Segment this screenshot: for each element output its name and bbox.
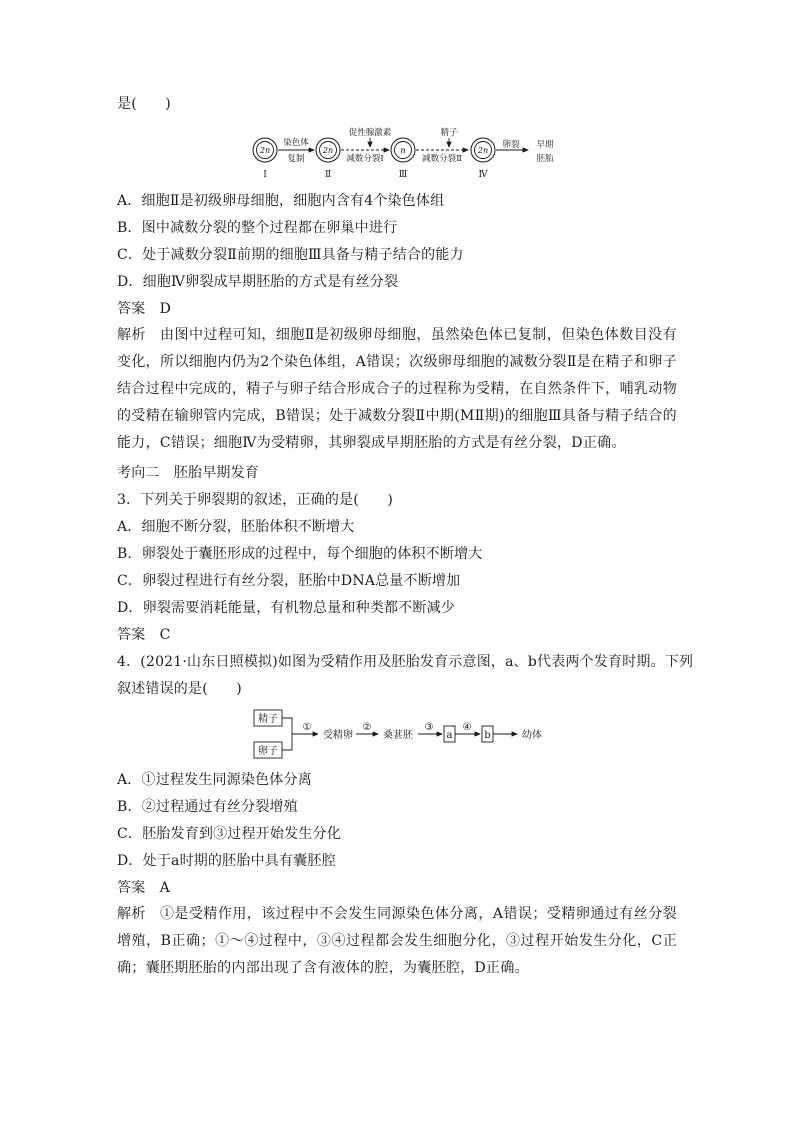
cell-I [253,138,277,180]
q3-option-b: B．卵裂处于囊胚形成的过程中，每个细胞的体积不断增大 [117,546,483,562]
cell-IV-label: Ⅳ [478,170,488,180]
oogenesis-diagram [240,122,560,184]
q2-option-d: D．细胞Ⅳ卵裂成早期胚胎的方式是有丝分裂 [117,274,399,290]
q3-answer: 答案 C [117,627,171,643]
sperm-label: 精子 [440,128,458,138]
cleavage-label: 卵裂 [502,140,520,150]
q2-answer: 答案 D [117,301,172,317]
q3-option-d: D．卵裂需要消耗能量，有机物总量和种类都不断减少 [117,600,456,616]
q2-option-c: C．处于减数分裂Ⅱ前期的细胞Ⅲ具备与精子结合的能力 [117,247,464,263]
step3-label: ③ [424,722,434,733]
fertilization-diagram [250,706,560,764]
q4-option-d: D．处于a时期的胚胎中具有囊胚腔 [117,853,336,869]
q4-option-c: C．胚胎发育到③过程开始发生分化 [117,826,341,842]
q4-option-a: A．①过程发生同源染色体分离 [117,772,312,788]
q3-option-c: C．卵裂过程进行有丝分裂，胚胎中DNA总量不断增加 [117,573,461,589]
q2-analysis-text: 由图中过程可知，细胞Ⅱ是初级卵母细胞，虽然染色体已复制，但染色体数目没有变化，所以细胞内仍为2个染色体组，A错误；次级卵母细胞的减数分裂Ⅱ是在精子和卵子结合过程中完成的，精子与卵子结合形成合子的过程称为受精，在自然条件下，哺乳动物的受精在输卵管内完成，B错误；处于减数分裂Ⅱ中期(MⅡ期)的细胞Ⅲ具备与精子结合的能力，C错误；细胞Ⅳ为受精卵，其卵裂成早期胚胎的方式是有丝分裂，D正确。 [117,327,677,451]
cell-III-ploidy: n [400,146,406,156]
cell-III [391,138,415,180]
embryo-label-bottom: 胚胎 [536,154,554,164]
egg-box-label: 卵子 [258,746,278,757]
q2-option-a: A．细胞Ⅱ是初级卵母细胞，细胞内含有4个染色体组 [117,193,445,209]
sperm-box-label: 精子 [258,714,278,725]
q4-analysis [117,901,677,982]
q2-option-b: B．图中减数分裂的整个过程都在卵巢中进行 [117,220,398,236]
morula-label: 桑葚胚 [383,730,413,741]
step1-label: ① [302,722,312,733]
zygote-label: 受精卵 [323,730,353,741]
cell-III-label: Ⅲ [398,170,408,180]
cell-II [316,138,340,180]
arrow3-bottom-label: 减数分裂Ⅱ [422,154,462,164]
cell-II-label: Ⅱ [324,170,332,180]
embryo-label-top: 早期 [536,140,554,150]
arrow2-bottom-label: 减数分裂Ⅰ [346,154,384,164]
q3-stem: 3．下列关于卵裂期的叙述，正确的是( ) [117,492,394,508]
arrow1-bottom-label: 复制 [287,154,305,164]
q2-analysis [117,322,677,457]
q4-analysis-text: ①是受精作用，该过程中不会发生同源染色体分离，A错误；受精卵通过有丝分裂增殖，B正确；①～④过程中，③④过程都会发生细胞分化，③过程开始发生分化，C正确；囊胚期胚胎的内部出现了含有液体的腔，为囊胚腔，D正确。 [117,906,677,976]
cell-II-ploidy: 2n [322,146,334,155]
cell-IV [471,138,495,180]
step2-label: ② [362,722,372,733]
step4-label: ④ [462,722,472,733]
q4-stem-line2: 叙述错误的是( ) [117,681,242,697]
section-heading: 考向二 胚胎早期发育 [117,465,259,481]
q4-answer: 答案 A [117,880,170,896]
cell-IV-ploidy: 2n [477,146,489,155]
arrow1-top-label: 染色体 [283,138,309,148]
cell-I-label: Ⅰ [263,170,267,180]
merge-bracket [282,718,292,750]
q4-option-b: B．②过程通过有丝分裂增殖 [117,799,298,815]
larva-label: 幼体 [522,730,542,741]
stage-b-label: b [484,730,491,741]
cell-I-ploidy: 2n [259,146,271,155]
stage-a-label: a [446,730,453,741]
q4-stem-line1: 4．(2021·山东日照模拟)如图为受精作用及胚胎发育示意图，a、b代表两个发育时期。下列 [117,654,694,670]
q2-analysis-label: 解析 [117,327,146,343]
hormone-label: 促性腺激素 [348,128,392,138]
q3-option-a: A．细胞不断分裂，胚胎体积不断增大 [117,519,355,535]
q2-stem-tail: 是( ) [117,96,171,112]
q4-analysis-label: 解析 [117,906,146,922]
